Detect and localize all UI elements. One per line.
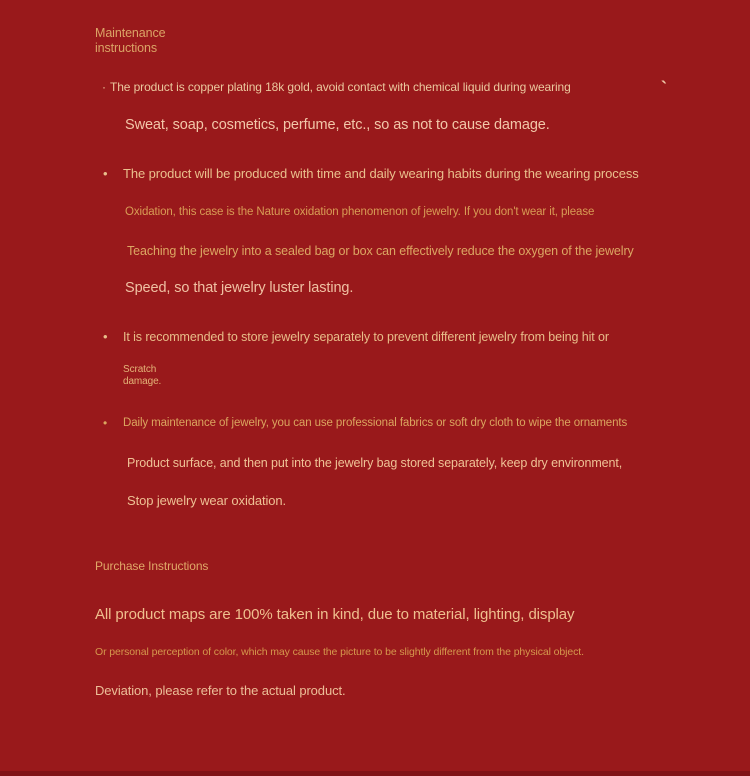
stray-tick-mark: `	[661, 78, 667, 98]
maintenance-item-2-line-2: Oxidation, this case is the Nature oxidation phenomenon of jewelry. If you don't wear it, please	[125, 206, 595, 218]
bullet-dot-icon: •	[103, 329, 108, 344]
purchase-title: Purchase Instructions	[95, 559, 209, 573]
maintenance-title-line-2: instructions	[95, 41, 158, 55]
bullet-dot-icon: •	[103, 416, 108, 430]
maintenance-item-2-line-3: Teaching the jewelry into a sealed bag or box can effectively reduce the oxygen of the jewelry	[127, 244, 634, 258]
maintenance-item-2-line-4: Speed, so that jewelry luster lasting.	[125, 280, 354, 296]
purchase-line-2: Or personal perception of color, which may cause the picture to be slightly different from the physical object.	[95, 646, 584, 658]
maintenance-item-4-line-2: Product surface, and then put into the jewelry bag stored separately, keep dry environment,	[127, 456, 623, 470]
purchase-line-1: All product maps are 100% taken in kind, due to material, lighting, display	[95, 606, 575, 623]
maintenance-item-3-line-1: It is recommended to store jewelry separately to prevent different jewelry from being hit or	[123, 330, 609, 344]
bullet-dot-icon: •	[103, 166, 108, 181]
purchase-line-3: Deviation, please refer to the actual product.	[95, 683, 346, 698]
maintenance-item-2-line-1: The product will be produced with time and daily wearing habits during the wearing process	[123, 166, 639, 181]
maintenance-item-1-line-1: The product is copper plating 18k gold, avoid contact with chemical liquid during wearing	[110, 80, 571, 94]
maintenance-item-3-line-3: damage.	[123, 376, 162, 387]
maintenance-item-1-line-2: Sweat, soap, cosmetics, perfume, etc., so as not to cause damage.	[125, 117, 550, 133]
maintenance-item-4-line-3: Stop jewelry wear oxidation.	[127, 493, 287, 508]
maintenance-title-line-1: Maintenance	[95, 26, 166, 40]
bottom-edge-strip	[0, 771, 750, 776]
maintenance-item-3-line-2: Scratch	[123, 364, 157, 375]
maintenance-item-4-line-1: Daily maintenance of jewelry, you can use professional fabrics or soft dry cloth to wipe the ornaments	[123, 417, 628, 429]
bullet-dot-icon: ·	[102, 80, 106, 94]
